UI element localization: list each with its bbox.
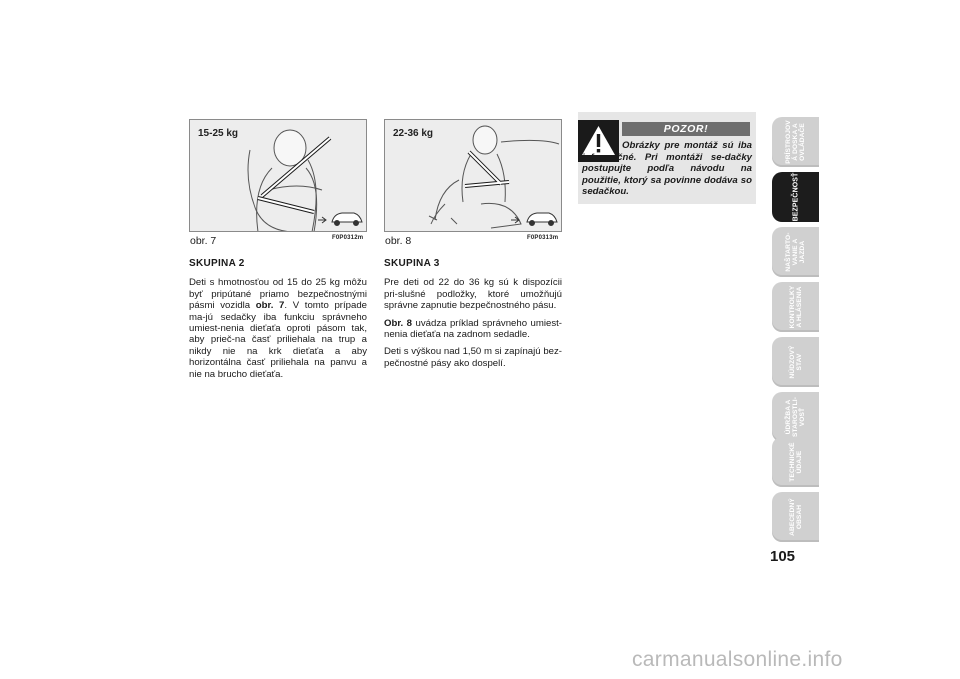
warning-text: Obrázky pre montáž sú iba informačné. Pri montáži se-dačky postupujte podľa návodu na použitie, ktorý sa povinne dodáva so sedačkou. (582, 140, 752, 198)
paragraph: Pre deti od 22 do 36 kg sú k dispozícii pri-slušné podložky, ktoré umožňujú správne zapnutie bezpečnostného pásu. (384, 277, 562, 312)
figure-code: F0P0312m (332, 235, 364, 241)
figure-caption: obr. 7 (190, 235, 217, 247)
tab-warning-lights[interactable]: KONTROLKY A HLÁSENIA (772, 282, 819, 332)
paragraph: Obr. 8 uvádza príklad správneho umiest-nenia dieťaťa na zadnom sedadle. (384, 317, 562, 341)
tab-technical-data[interactable]: TECHNICKÉ ÚDAJE (772, 437, 819, 487)
tab-instrument-panel[interactable]: PRÍSTROJOV Á DOSKA A OVLÁDAČE (772, 117, 819, 167)
figure-reference: obr. 7 (255, 300, 285, 312)
figure-group2-illustration (189, 119, 367, 232)
figure-reference: Obr. 8 (384, 317, 413, 329)
figure-group3-illustration (384, 119, 562, 232)
tab-maintenance[interactable]: ÚDRŽBA A STAROSTLI- VOSŤ (772, 392, 819, 442)
section-heading: SKUPINA 3 (384, 258, 440, 269)
tab-emergency[interactable]: NÚDZOVÝ STAV (772, 337, 819, 387)
child-booster-cushion-drawing (385, 120, 562, 232)
text-column-group3 (384, 258, 562, 375)
page-number: 105 (770, 548, 796, 565)
warning-box (578, 112, 756, 204)
warning-title: POZOR! (622, 122, 750, 136)
tab-starting-driving[interactable]: NAŠTARTO- VANIE A JAZDA (772, 227, 819, 277)
figure-weight-range: 22-36 kg (393, 128, 434, 139)
paragraph: Deti s výškou nad 1,50 m si zapínajú bez-pečnostné pásy ako dospelí. (384, 346, 562, 369)
paragraph: Deti s hmotnosťou od 15 do 25 kg môžu byť pripútané priamo bezpečnostnými pásmi vozidla obr. 7. V tomto prípade ma-jú sedačky iba funkciu správneho umiest-nenia dieťaťa oproti pásom tak, aby prieč-na časť priliehala na trup a nikdy nie na krk dieťaťa a aby horizontálna časť priliehala na panvu a nie na brucho dieťaťa. (189, 277, 367, 380)
figure-weight-range: 15-25 kg (198, 128, 239, 139)
child-booster-seat-drawing (190, 120, 367, 232)
section-heading: SKUPINA 2 (189, 258, 245, 269)
figure-code: F0P0313m (527, 235, 559, 241)
watermark-text: carmanualsonline.info (632, 648, 843, 671)
text-column-group2 (189, 258, 367, 386)
figure-caption: obr. 8 (385, 235, 412, 247)
tab-index[interactable]: ABECEDNÝ OBSAH (772, 492, 819, 542)
tab-safety[interactable]: BEZPEČNOSŤ (772, 172, 819, 222)
